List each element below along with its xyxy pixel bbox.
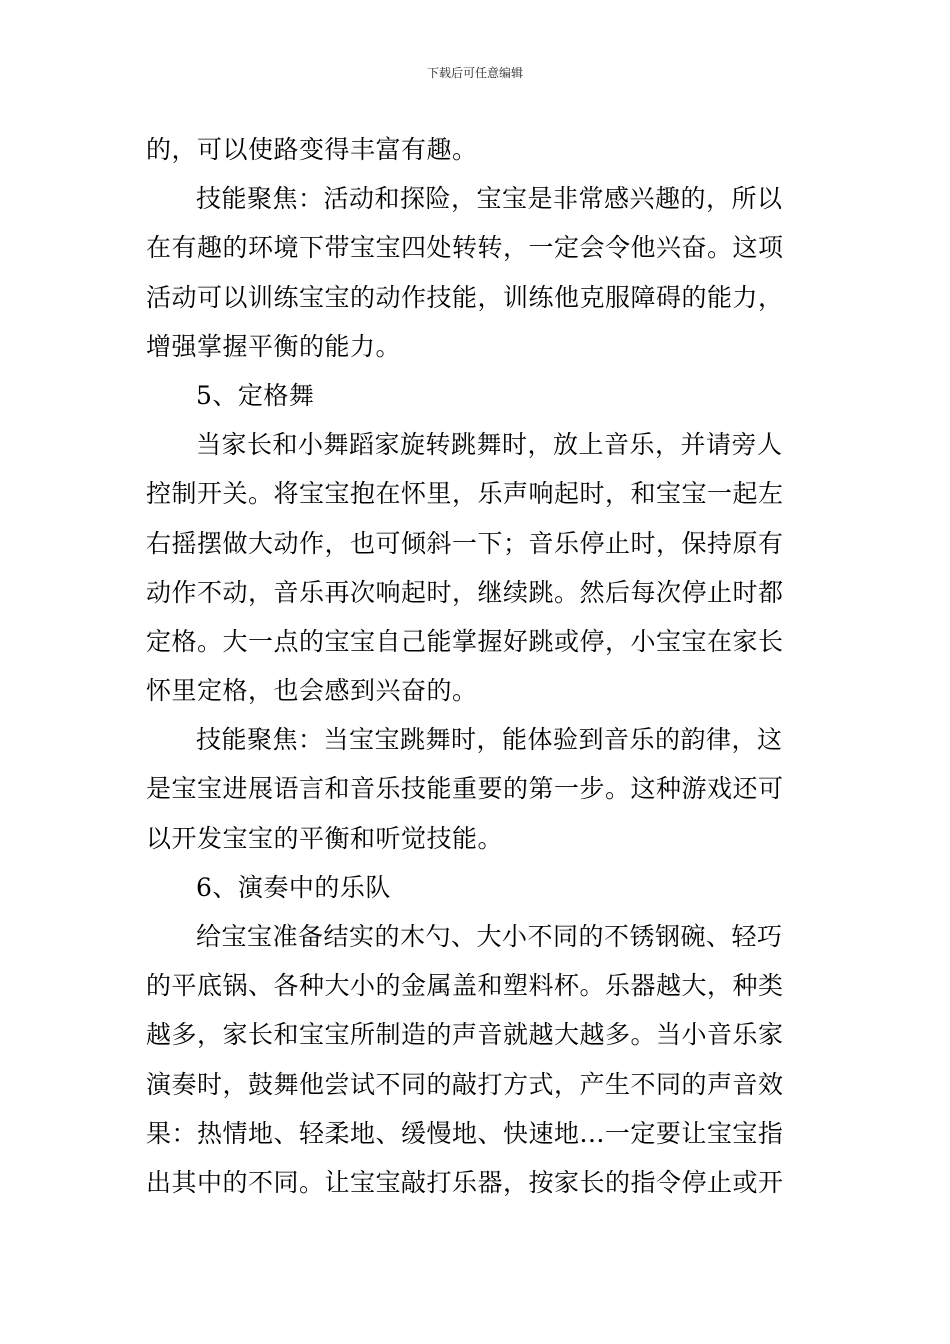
text-line: 在有趣的环境下带宝宝四处转转，一定会令他兴奋。这项 — [146, 233, 784, 263]
text-line: 是宝宝进展语言和音乐技能重要的第一步。这种游戏还可 — [146, 774, 784, 804]
paragraph-start: 当家长和小舞蹈家旋转跳舞时，放上音乐，并请旁人 — [196, 430, 783, 460]
text-line: 控制开关。将宝宝抱在怀里，乐声响起时，和宝宝一起左 — [146, 479, 784, 509]
text-line: 的，可以使路变得丰富有趣。 — [146, 135, 478, 164]
text-line: 果：热情地、轻柔地、缓慢地、快速地...一定要让宝宝指 — [146, 1118, 784, 1148]
paragraph-start: 技能聚焦：当宝宝跳舞时，能体验到音乐的韵律，这 — [196, 725, 783, 755]
document-body — [146, 125, 814, 1207]
paragraph-start: 给宝宝准备结实的木勺、大小不同的不锈钢碗、轻巧 — [196, 922, 783, 951]
text-line: 定格。大一点的宝宝自己能掌握好跳或停，小宝宝在家长 — [146, 626, 784, 656]
text-line: 出其中的不同。让宝宝敲打乐器，按家长的指令停止或开 — [146, 1167, 784, 1197]
text-line: 活动可以训练宝宝的动作技能，训练他克服障碍的能力， — [146, 282, 784, 312]
text-line: 动作不动，音乐再次响起时，继续跳。然后每次停止时都 — [146, 577, 784, 607]
text-line: 演奏时，鼓舞他尝试不同的敲打方式，产生不同的声音效 — [146, 1069, 784, 1099]
page-header: 下载后可任意编辑 — [426, 66, 523, 80]
text-line: 增强掌握平衡的能力。 — [146, 331, 402, 361]
section-heading: 5、定格舞 — [196, 380, 315, 410]
text-line: 怀里定格，也会感到兴奋的。 — [146, 676, 478, 706]
text-line: 越多，家长和宝宝所制造的声音就越大越多。当小音乐家 — [146, 1020, 784, 1050]
text-line: 的平底锅、各种大小的金属盖和塑料杯。乐器越大，种类 — [146, 971, 784, 1001]
text-line: 以开发宝宝的平衡和听觉技能。 — [146, 823, 504, 853]
section-heading: 6、演奏中的乐队 — [196, 872, 391, 902]
text-line: 右摇摆做大动作，也可倾斜一下；音乐停止时，保持原有 — [146, 528, 784, 558]
paragraph-start: 技能聚焦：活动和探险，宝宝是非常感兴趣的，所以 — [196, 184, 783, 214]
